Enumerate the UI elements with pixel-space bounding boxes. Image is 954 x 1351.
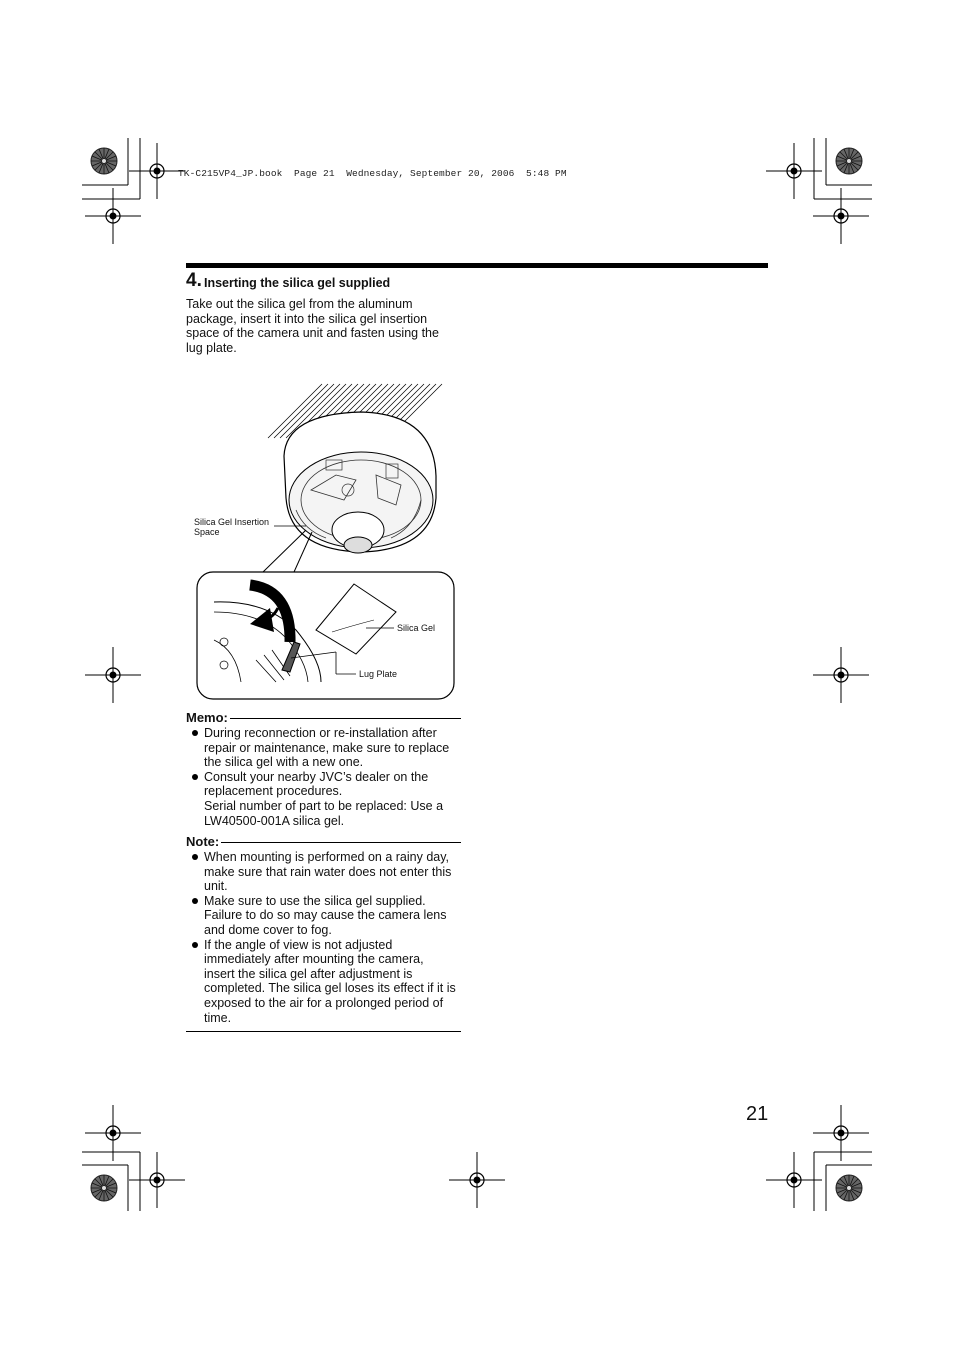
registration-mark-right bbox=[813, 647, 869, 703]
print-header-info: TK-C215VP4_JP.book Page 21 Wednesday, September 20, 2006 5:48 PM bbox=[178, 168, 567, 179]
registration-mark-bottom bbox=[449, 1152, 505, 1208]
note-heading bbox=[186, 834, 461, 850]
memo-line: During reconnection or re-installation after bbox=[204, 726, 437, 740]
note-line: insert the silica gel after adjustment is bbox=[204, 966, 413, 981]
memo-line: replacement procedures. bbox=[204, 784, 343, 799]
note-item bbox=[186, 894, 461, 938]
note-item bbox=[186, 938, 461, 1026]
crop-mark-bottom-right bbox=[766, 1105, 872, 1211]
memo-line: Consult your nearby JVC’s dealer on the bbox=[204, 769, 429, 784]
note-label: Note: bbox=[186, 834, 220, 849]
memo-item bbox=[186, 770, 461, 828]
memo-item bbox=[186, 726, 461, 770]
note-line: If the angle of view is not adjusted bbox=[204, 937, 393, 952]
memo-line: repair or maintenance, make sure to replace bbox=[204, 740, 450, 755]
note-line: time. bbox=[204, 1010, 232, 1025]
note-line: and dome cover to fog. bbox=[204, 922, 332, 937]
note-line: When mounting is performed on a rainy day, bbox=[204, 850, 450, 864]
memo-list bbox=[186, 726, 461, 828]
bullet-icon bbox=[192, 942, 198, 948]
page-number: 21 bbox=[746, 1103, 769, 1125]
label-lug-plate: Lug Plate bbox=[359, 669, 398, 679]
label-insertion-space bbox=[194, 517, 269, 537]
memo-line: LW40500-001A silica gel. bbox=[204, 813, 345, 828]
note-line: immediately after mounting the camera, bbox=[204, 952, 424, 967]
instruction-line: Take out the silica gel from the aluminum bbox=[186, 297, 413, 311]
note-line: make sure that rain water does not enter this bbox=[204, 864, 452, 879]
silica-gel-illustration bbox=[186, 380, 466, 705]
step-instructions bbox=[186, 297, 461, 355]
camera-unit bbox=[284, 412, 436, 553]
note-line: exposed to the air for a prolonged period of bbox=[204, 995, 444, 1010]
instruction-line: lug plate. bbox=[186, 340, 237, 355]
registration-mark-left bbox=[85, 647, 141, 703]
memo-label: Memo: bbox=[186, 710, 228, 725]
label-insertion-line1: Silica Gel Insertion bbox=[194, 517, 270, 527]
crop-mark-bottom-left bbox=[82, 1105, 185, 1211]
instruction-line: space of the camera unit and fasten using the bbox=[186, 326, 439, 341]
note-line: completed. The silica gel loses its effect if it is bbox=[204, 981, 456, 996]
section-bottom-rule bbox=[186, 1031, 461, 1032]
crop-mark-top-left bbox=[82, 138, 185, 244]
section-top-rule bbox=[186, 263, 768, 268]
bullet-icon bbox=[192, 774, 198, 780]
label-insertion-line2: Space bbox=[194, 527, 220, 537]
crop-mark-top-right bbox=[766, 138, 872, 244]
label-silica-gel: Silica Gel bbox=[397, 623, 436, 633]
memo-line: Serial number of part to be replaced: Use a bbox=[204, 798, 444, 813]
note-rule bbox=[186, 842, 461, 843]
instruction-line: package, insert it into the silica gel insertion bbox=[186, 311, 428, 326]
bullet-icon bbox=[192, 854, 198, 860]
memo-heading bbox=[186, 710, 461, 726]
step-number: 4. bbox=[186, 270, 202, 291]
memo-line: the silica gel with a new one. bbox=[204, 755, 364, 770]
note-item bbox=[186, 850, 461, 894]
note-line: Make sure to use the silica gel supplied. bbox=[204, 893, 426, 908]
step-title: Inserting the silica gel supplied bbox=[204, 276, 391, 290]
note-line: Failure to do so may cause the camera lens bbox=[204, 908, 447, 923]
bullet-icon bbox=[192, 730, 198, 736]
note-line: unit. bbox=[204, 879, 228, 894]
note-list bbox=[186, 850, 461, 1025]
bullet-icon bbox=[192, 898, 198, 904]
